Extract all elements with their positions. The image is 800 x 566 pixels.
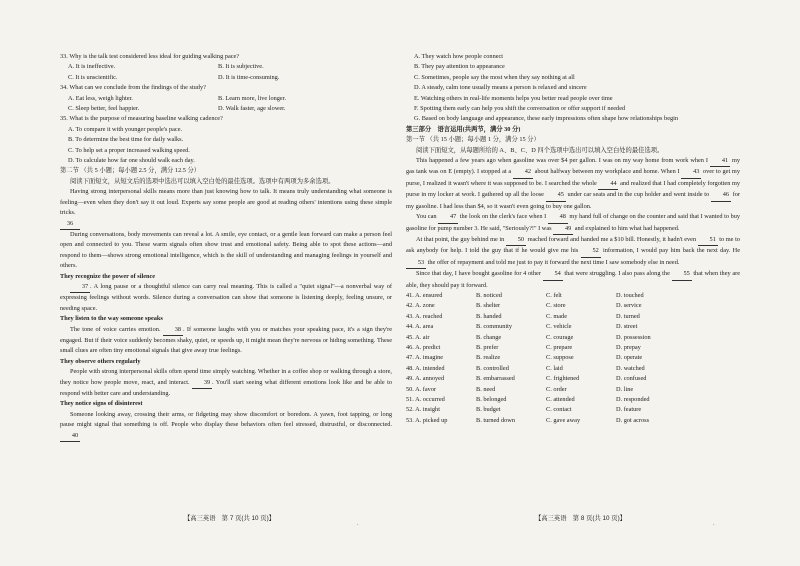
answer-choice[interactable]: D. possession (616, 333, 651, 341)
paragraph-text: Someone looking away, crossing their arms, or fidgeting may show discomfort or boredom. A yawn, foot tapping, or long pause might signal that something is off. People who display these behaviors often feel stressed, distrustful, or disconnected. (60, 410, 392, 429)
paragraph-text: The tone of voice carries emotion. (70, 325, 161, 333)
cloze-text: my gas tank was on E (empty). I stopped at a (406, 157, 741, 176)
cloze-text: Since that day, I have bought gasoline for 4 other (416, 270, 541, 278)
cloze-text: for my gasoline. I had less than $4, so it wasn't even going to buy one gallon. (406, 191, 741, 210)
blank-36[interactable]: 36 (60, 219, 80, 230)
subheading: They observe others regularly (60, 357, 141, 365)
cloze-text: the look on the clerk's face when I (459, 213, 547, 221)
answer-choice[interactable]: D. street (616, 323, 638, 331)
answer-choice[interactable]: B. need (476, 385, 496, 393)
answer-choice[interactable]: 46. A. predict (406, 343, 441, 351)
option: B. Learn more, live longer. (218, 94, 287, 102)
option: C. To help set a proper increased walking speed. (68, 146, 190, 154)
cloze-text: my hand full of change on the counter and said that I wanted to buy gasoline for pump number 3. He said, "Seriously?!" I was (406, 213, 741, 232)
seven-option: G. Based on body language and appearance, these early impressions often shape how relationships begin (414, 115, 679, 123)
answer-row (406, 353, 740, 363)
option: D. It is time-consuming. (218, 73, 280, 81)
answer-choice[interactable]: D. line (616, 385, 634, 393)
answer-choice[interactable]: C. order (546, 385, 567, 393)
paragraph-text: . A long pause or a thoughtful silence can carry real meaning. This is called a "quiet signal"—a nonverbal way of expressing feelings without words. Silence during a conversation can show that someone is listening deeply, feeling unsure, or needing space. (60, 282, 392, 312)
answer-choice[interactable]: 48. A. intended (406, 364, 445, 372)
blank-47[interactable]: 47 (438, 212, 458, 223)
answer-row (406, 291, 740, 301)
answer-choice[interactable]: B. controlled (476, 364, 509, 372)
answer-row (406, 374, 740, 384)
answer-row (406, 385, 740, 395)
blank-43[interactable]: 43 (681, 167, 701, 178)
question-33-options (60, 62, 392, 83)
blank-48[interactable]: 48 (548, 212, 568, 223)
blank-55[interactable]: 55 (672, 269, 692, 280)
answer-choice[interactable]: C. attended (546, 396, 575, 403)
cloze-text: reached forward and handed me a $10 bill. Honestly, it hadn't even (527, 235, 697, 243)
answer-choice[interactable]: B. handed (476, 312, 502, 320)
cloze-text: that when they are able, they should pay it forward. (406, 270, 741, 289)
seven-option: F. Spotting them early can help you shift the conversation or offer support if needed (414, 105, 626, 113)
blank-41[interactable]: 41 (710, 156, 730, 167)
page-footer-right: 【高三英语 第 8 页(共 10 页)】 (535, 515, 626, 522)
left-column (60, 52, 392, 442)
answer-choice[interactable]: C. felt (546, 291, 562, 299)
option: D. Walk faster, age slower. (218, 105, 286, 113)
option: C. It is unscientific. (68, 73, 118, 81)
answer-choice[interactable]: D. turned (616, 312, 640, 320)
blank-44[interactable]: 44 (598, 179, 618, 190)
cloze-text: This happened a few years ago when gasoline was over $4 per gallon. I was on my way home from work when I (416, 157, 709, 165)
option: B. It is subjective. (218, 63, 264, 71)
passage-paragraph: During conversations, body movements can reveal a lot. A smile, eye contact, or a gentle lean forward can make a person feel open and connected to you. These warm signals often show trust and emotional safety. Being able to spot these actions—and respond to them—shows strong emotional intelligence, which is the skill of understanding and managing feelings in yourself and others. (60, 230, 392, 270)
blank-53[interactable]: 53 (406, 258, 426, 269)
question-33-stem: 33. Why is the talk test considered less ideal for guiding walking pace? (60, 53, 240, 60)
answer-choice[interactable]: D. operate (616, 354, 643, 362)
answer-choice[interactable]: C. frightened (546, 375, 580, 383)
answer-choice[interactable]: D. got across (616, 416, 650, 424)
blank-52[interactable]: 52 (581, 246, 601, 257)
cloze-text: At that point, the guy behind me in (416, 235, 505, 243)
fold-mark: . (357, 521, 359, 527)
answer-choice[interactable]: C. suppose (546, 354, 574, 362)
answer-choice[interactable]: 45. A. air (406, 333, 430, 341)
subheading: They recognize the power of silence (60, 272, 156, 280)
answer-row (406, 395, 740, 405)
answer-choice[interactable]: D. watched (616, 364, 645, 372)
cloze-paragraph (406, 212, 740, 235)
section-2-instructions: 阅读下面短文，从短文后的选项中选出可以填入空白处的最佳选项。选项中有两项为多余选项。 (70, 177, 335, 185)
blank-46[interactable]: 46 (711, 190, 731, 201)
answer-choice[interactable]: B. turned down (476, 416, 516, 424)
answer-choice[interactable]: D. prepay (616, 343, 641, 351)
cloze-text: that were struggling. I also pass along the (564, 270, 670, 278)
answer-choice[interactable]: 44. A. area (406, 323, 434, 331)
answer-options-table (406, 291, 740, 426)
answer-choice[interactable]: C. vehicle (546, 323, 572, 331)
cloze-text: You can (416, 213, 437, 221)
cloze-paragraph (406, 156, 740, 212)
answer-choice[interactable]: C. courage (546, 333, 574, 341)
answer-choice[interactable]: D. touched (616, 291, 644, 299)
passage-paragraph: Having strong interpersonal skills means more than just knowing how to talk. It means truly understanding what someone is feeling—even when they don't say it out loud. Experts say some people are good at reading others' intentions using these simple tricks. (60, 188, 392, 217)
paragraph-text: . You'll start seeing what different emotions look like and be able to respond with better care and understanding. (60, 378, 392, 397)
blank-38[interactable]: 38 (163, 325, 183, 336)
cloze-text: to me to ask anybody for help. I told the guy that if he would give me his (406, 235, 740, 255)
paragraph-text: People with strong interpersonal skills often spend time simply watching. Whether in a coffee shop or walking through a store, they notice how people move, react, and interact. (60, 368, 392, 386)
answer-choice[interactable]: D. feature (616, 406, 642, 414)
cloze-text: under car seats and in the cup holder and went inside to (567, 191, 710, 199)
answer-choice[interactable]: C. prepare (546, 343, 573, 351)
answer-row (406, 333, 740, 343)
answer-row (406, 405, 740, 415)
answer-choice[interactable]: C. contact (546, 406, 572, 414)
subheading: They listen to the way someone speaks (60, 315, 163, 323)
cloze-text: and explained to him what had happened. (574, 224, 680, 232)
option: B. To determine the best time for daily walks. (68, 136, 184, 144)
seven-option: C. Sometimes, people say the most when they say nothing at all (414, 73, 575, 81)
answer-row (406, 416, 740, 426)
blank-42[interactable]: 42 (513, 167, 533, 178)
answer-choice[interactable]: B. embarrassed (476, 375, 515, 383)
answer-choice[interactable]: 52. A. insight (406, 406, 440, 414)
option: A. It is ineffective. (68, 63, 116, 71)
answer-row (406, 364, 740, 374)
cloze-text: information, I would pay him back the next day. He (603, 247, 741, 255)
blank-49[interactable]: 49 (553, 224, 573, 235)
fold-mark: . (713, 521, 715, 527)
answer-choice[interactable]: B. change (476, 333, 502, 341)
blank-40[interactable]: 40 (60, 431, 80, 442)
answer-choice[interactable]: 47. A. imagine (406, 354, 444, 362)
cloze-text: and realized that I had completely forgotten my purse in my locker at work. I gathered up all the loose (406, 179, 741, 199)
passage-paragraph (60, 367, 392, 399)
answer-choice[interactable]: B. realize (476, 354, 501, 362)
seven-option: D. A steady, calm tone usually means a person is relaxed and sincere (414, 84, 587, 92)
answer-row (406, 322, 740, 332)
blank-50[interactable]: 50 (506, 235, 526, 246)
answer-choice[interactable]: C. laid (546, 364, 563, 372)
answer-choice[interactable]: B. prefer (476, 343, 499, 351)
cloze-text: about halfway between my workplace and home. When I (534, 168, 680, 176)
part-3-title: 第三部分 语言运用(共两节，满分 30 分) (406, 125, 521, 133)
blank-36-line (60, 219, 392, 230)
section-2-title: 第二节 （共 5 小题；每小题 2.5 分，满分 12.5 分） (60, 167, 201, 175)
answer-choice[interactable]: 53. A. picked up (406, 416, 448, 424)
question-35-stem: 35. What is the purpose of measuring baseline walking cadence? (60, 115, 223, 123)
cloze-paragraph (406, 269, 740, 291)
answer-choice[interactable]: B. budget (476, 406, 501, 414)
passage-paragraph (60, 282, 392, 314)
question-34-stem: 34. What can we conclude from the findings of the study? (60, 84, 206, 92)
answer-choice[interactable]: 49. A. annoyed (406, 375, 445, 383)
answer-choice[interactable]: 51. A. occurred (406, 396, 445, 403)
answer-choice[interactable]: B. community (476, 323, 513, 331)
option: A. Eat less, weigh lighter. (68, 94, 133, 102)
page-footer-left: 【高三英语 第 7 页(共 10 页)】 (184, 515, 275, 522)
seven-option: B. They pay attention to appearance (414, 63, 505, 71)
option: C. Sleep better, feel happier. (68, 105, 140, 113)
seven-option: E. Watching others in real-life moments helps you better read people over time (414, 94, 613, 102)
section-1-title: 第一节 （共 15 小题；每小题 1 分，满分 15 分） (406, 136, 540, 144)
answer-choice[interactable]: C. made (546, 312, 567, 320)
answer-choice[interactable]: 50. A. favor (406, 385, 437, 393)
answer-choice[interactable]: 42. A. zone (406, 302, 435, 310)
blank-37[interactable]: 37 (70, 282, 90, 293)
answer-row (406, 312, 740, 322)
blank-54[interactable]: 54 (543, 269, 563, 280)
passage-paragraph (60, 410, 392, 442)
passage-paragraph (60, 325, 392, 357)
answer-row (406, 301, 740, 311)
option: D. To calculate how far one should walk each day. (68, 157, 195, 165)
answer-choice[interactable]: B. shelter (476, 302, 501, 310)
answer-choice[interactable]: 43. A. reached (406, 312, 443, 320)
answer-choice[interactable]: C. gave away (546, 416, 581, 424)
question-34-options (60, 94, 392, 115)
subheading: They notice signs of disinterest (60, 400, 143, 408)
cloze-paragraph (406, 235, 740, 269)
answer-choice[interactable]: D. responded (616, 396, 650, 403)
blank-39[interactable]: 39 (192, 378, 212, 389)
answer-choice[interactable]: C. store (546, 302, 566, 310)
answer-choice[interactable]: D. service (616, 302, 642, 310)
blank-51[interactable]: 51 (698, 235, 718, 246)
answer-choice[interactable]: B. noticed (476, 291, 502, 299)
cloze-text: over to get my purse, I realized it wasn't where it was supposed to be. I searched the whole (406, 168, 740, 187)
paragraph-text: . If someone laughs with you or matches your speaking pace, it's a sign they're engaged. But if their voice suddenly becomes shaky, quiet, or speeds up, it might mean they're nervous or hiding something. These small clues are often tiny emotional signals that give away true feelings. (60, 325, 392, 355)
option: A. To compare it with younger people's pace. (68, 125, 183, 133)
answer-choice[interactable]: B. belonged (476, 396, 507, 403)
answer-choice[interactable]: D. confused (616, 375, 647, 383)
section-1-instructions: 阅读下面短文，从每题所给的 A、B、C、D 四个选项中选出可以填入空白处的最佳选项。 (416, 146, 664, 154)
seven-option: A. They watch how people connect (414, 53, 504, 60)
blank-45[interactable]: 45 (546, 190, 566, 201)
cloze-text: the offer of repayment and told me just to pay it forward the next time I saw somebody else in need. (427, 258, 680, 266)
right-column (406, 52, 740, 426)
answer-choice[interactable]: 41. A. ensured (406, 291, 443, 299)
answer-row (406, 343, 740, 353)
